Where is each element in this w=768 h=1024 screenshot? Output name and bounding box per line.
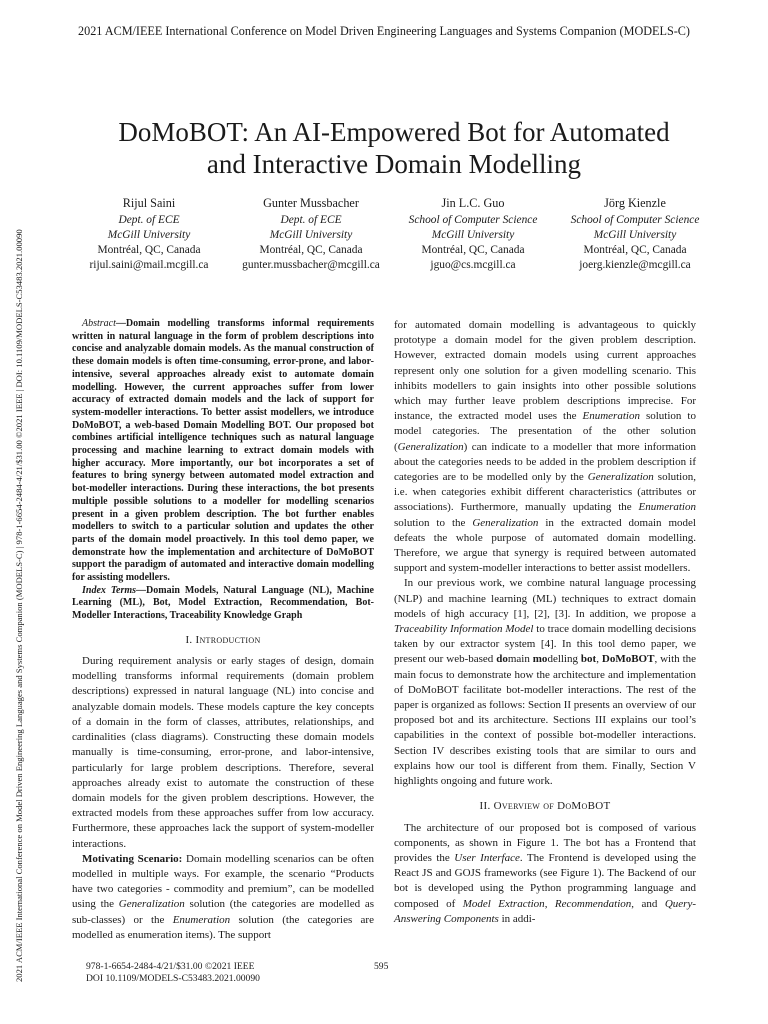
author-city: Montréal, QC, Canada (97, 244, 201, 256)
text-run-bold: DoMoBOT (601, 653, 655, 666)
text-run-italic: Traceability Information Model (394, 623, 534, 636)
text-run-bold: mo (532, 653, 548, 666)
author-name: Jin L.C. Guo (441, 196, 505, 210)
intro-paragraph-1: During requirement analysis or early stages of design, domain modelling transforms informal requirements (domain problem descriptions) expressed in natural language (NL) into concise and analyzable domain models. These models capture the key concepts of a domain in the form of classes, attributes, relationships, and cardinalities (class diagrams). Constructing these domain models manually is time-consuming, error-prone, and labor-intensive, particularly for large problem descriptions. Therefore, several approaches already exist to automate the construction of these domain models for the given problem descriptions. However, the extracted models from these approaches suffer from low accuracy. Furthermore, these approaches lack the support of system-modeller interactions. (72, 655, 374, 850)
text-run-italic: Generalization (397, 440, 464, 453)
intro-paragraph-2 (72, 852, 374, 943)
author-name: Gunter Mussbacher (263, 196, 359, 210)
text-run: The architecture of our proposed bot is composed of various components, as shown in Figure 1. The bot has a Frontend that provides the (394, 821, 696, 864)
text-run: to trace domain modelling decisions taken by our extractor system [4]. In this tool demo paper, we present our web-based (394, 623, 696, 666)
conference-header: 2021 ACM/IEEE International Conference on Model Driven Engineering Languages and Systems Companion (MODELS-C) (78, 24, 690, 38)
section-number: I. (185, 633, 193, 646)
text-run-bold: bot (580, 653, 597, 666)
author-dept: Dept. of ECE (280, 214, 342, 226)
section-title: Introduction (195, 633, 261, 646)
author-dept: Dept. of ECE (118, 214, 180, 226)
author-univ: McGill University (593, 229, 677, 241)
text-run: , (596, 653, 602, 666)
text-run: in addi- (498, 912, 536, 925)
text-run: for automated domain modelling is advantageous to quickly prototype a domain model for the given problem description. However, extracted domain models using current approaches represent only one solution for a given modelling scenario. This inhibits modellers to gain insights into other possible solutions which may further leave problem descriptions imprecise. For instance, the extracted model uses the (394, 319, 696, 423)
index-terms-text: —Domain Models, Natural Language (NL), Machine Learning (ML), Bot, Model Extraction, Recommendation, Bot-Modeller Interactions, Traceability Knowledge Graph (72, 584, 374, 622)
footer-isbn: 978-1-6654-2484-4/21/$31.00 ©2021 IEEE (86, 961, 255, 972)
author-dept: School of Computer Science (570, 214, 700, 226)
side-metadata-strip (0, 0, 30, 1024)
author-email: joerg.kienzle@mcgill.ca (579, 259, 691, 271)
right-paragraph-2 (394, 576, 696, 789)
text-run-italic: User Interface (454, 851, 520, 864)
text-run: , with the main focus to demonstrate how the architecture and implementation of DoMoBOT facilitate bot-modeller interactions. The rest of the paper is organized as follows: Section II presents an overview of our proposed bot and its architecture. Sections III explains our tool’s capabilities in the context of possible bot-modeller interactions. Section IV describes existing tools that are similar to ours and explains how our tool is different from them. Finally, Section V highlights ongoing and future work. (394, 653, 697, 788)
text-run-italic: Enumeration (638, 501, 696, 514)
abstract (72, 318, 374, 585)
author-dept: School of Computer Science (408, 214, 538, 226)
text-run-italic: Generalization (587, 471, 654, 484)
page-number: 595 (374, 961, 389, 972)
text-run: . The Frontend is developed using the React JS and GOJS frameworks (see Figure 1). The Backend of our bot is developed using the Python programming language and composed of (394, 851, 697, 910)
right-paragraph-3 (394, 821, 696, 927)
text-run-italic: Recommendation (554, 897, 632, 910)
text-run: solution to model categories. The presentation of the other solution ( (394, 410, 696, 453)
text-run-bold: do (496, 653, 508, 666)
text-run-italic: Model Extraction (462, 897, 545, 910)
author-block (72, 196, 712, 273)
text-run: delling (547, 653, 578, 666)
author-univ: McGill University (107, 229, 191, 241)
title-line-1: DoMoBOT: An AI-Empowered Bot for Automated (118, 117, 670, 147)
abstract-label: Abstract (82, 318, 116, 329)
section-heading-introduction (72, 633, 374, 648)
section-heading-overview (394, 799, 696, 814)
author-email: jguo@cs.mcgill.ca (430, 259, 516, 271)
paper-title (60, 116, 728, 180)
right-paragraph-1 (394, 318, 696, 576)
text-run-italic: Generalization (118, 898, 185, 911)
text-run: , and (631, 897, 665, 910)
author-email: rijul.saini@mail.mcgill.ca (89, 259, 209, 271)
author-name: Rijul Saini (122, 196, 176, 210)
footer-doi: DOI 10.1109/MODELS-C53483.2021.00090 (86, 973, 260, 984)
side-metadata-text: 2021 ACM/IEEE International Conference on Model Driven Engineering Languages and Systems Companion (MODELS-C) | 978-1-6654-2484-4/21/$31.00 ©2021 IEEE | DOI: 10.1109/MODELS-C53483.2021.00090 (14, 229, 24, 982)
left-column (72, 318, 374, 943)
text-run: main (507, 653, 533, 666)
author-3 (396, 196, 550, 273)
motivating-scenario-label: Motivating Scenario: (82, 852, 183, 865)
text-run-italic: Query-Answering Components (394, 897, 696, 925)
footer-identifiers (86, 961, 260, 985)
text-run-italic: Generalization (472, 516, 539, 529)
text-run: solution (the categories are modelled as enumeration items). The support (72, 913, 374, 941)
text-run: solution, i.e. when categories exhibit different characteristics (attributes or associations). Furthermore, manually updating the (394, 471, 696, 514)
text-run: ) can indicate to a modeller that more information about the categories needs to be added in the problem description if categories are to be modelled only by the (394, 440, 696, 484)
text-run: solution (the categories are modelled as sub-classes) or the (72, 898, 374, 926)
section-title: Overview of DoMoBOT (493, 800, 611, 813)
text-run-italic: Enumeration (172, 913, 231, 926)
author-univ: McGill University (431, 229, 515, 241)
text-run: solution to the (394, 516, 473, 529)
abstract-text: —Domain modelling transforms informal requirements written in natural language in the form of problem descriptions into concise and analyzable domain models. As the manual construction of these domain models is often time-consuming, error-prone, and labor-intensive, several approaches already exist to automate domain modelling. However, the current approaches suffer from lower accuracy of extracted domain models and the lack of support for system-modeller interactions. To better assist modellers, we introduce DoMoBOT, a web-based Domain Modelling BOT. Our proposed bot combines artificial intelligence techniques such as natural language processing and machine learning to extract domain models with higher accuracy. More importantly, our bot incorporates a set of features to bring synergy between automated model extraction and bot-modeller interactions. During these interactions, the bot presents multiple possible solutions to a modeller for modelling scenarios present in a given problem description. The bot further enables modellers to switch to a particular solution and updates the other parts of the domain model proactively. In this tool demo paper, we demonstrate how the implementation and architecture of DoMoBOT support the paradigm of automated and interactive domain modelling for assisting modellers. (72, 318, 374, 584)
text-run: , (544, 897, 555, 910)
right-column (394, 318, 696, 927)
author-2 (234, 196, 388, 273)
author-4 (558, 196, 712, 273)
text-run: Domain modelling scenarios can be often modelled in multiple ways. For example, the scenario “Products have two categories - commodity and premium”, can be modelled using the (72, 852, 374, 911)
author-1 (72, 196, 226, 273)
author-univ: McGill University (269, 229, 353, 241)
author-name: Jörg Kienzle (604, 196, 666, 210)
author-email: gunter.mussbacher@mcgill.ca (242, 259, 380, 271)
author-city: Montréal, QC, Canada (583, 244, 687, 256)
index-terms (72, 585, 374, 623)
section-number: II. (479, 800, 491, 813)
index-terms-label: Index Terms (82, 584, 137, 596)
text-run-italic: Enumeration (582, 410, 640, 423)
title-line-2: and Interactive Domain Modelling (206, 149, 582, 179)
text-run: In our previous work, we combine natural language processing (NLP) and machine learning (ML) techniques to extract domain models of high accuracy [1], [2], [3]. In addition, we propose a (394, 577, 696, 620)
text-run: in the extracted domain model defeats the whole purpose of automated domain modelling. Therefore, we argue that synergy is required between automated support and system-modeller interactions to better assist modellers. (394, 516, 696, 575)
author-city: Montréal, QC, Canada (421, 244, 525, 256)
author-city: Montréal, QC, Canada (259, 244, 363, 256)
